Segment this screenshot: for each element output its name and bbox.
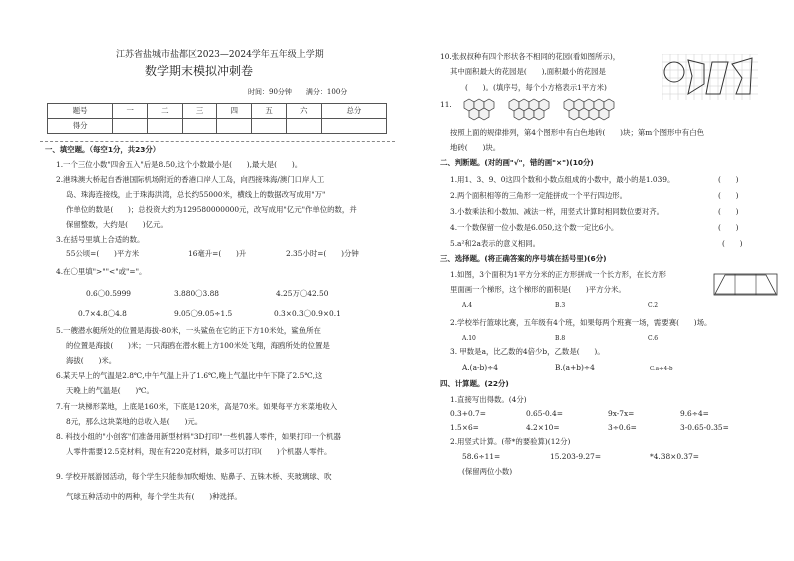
choice-1-option-c[interactable]: C.2 xyxy=(648,302,659,309)
question-4e: 9.05〇9.05÷1.5 xyxy=(174,309,233,318)
section-judge-heading: 二、判断题。(对的画"√"，错的画"×")(10分) xyxy=(440,158,594,167)
question-5-line2: 的位置是海拔( )米；一只海鸥在潜水艇上方100米处飞翔，海鸥所处的位置是 xyxy=(66,341,330,350)
choice-3-option-c[interactable]: C.a÷4-b xyxy=(650,366,673,372)
question-3: 3.在括号里填上合适的数。 xyxy=(56,235,145,244)
question-3a: 55公顷=( )平方米 xyxy=(66,249,140,258)
question-3b: 16毫升=( )升 xyxy=(188,249,247,258)
table-cell: 二 xyxy=(148,104,183,119)
score-table-score-row xyxy=(48,119,387,134)
calc-1-item: 3-0.65-0.35= xyxy=(680,423,729,432)
question-2-line1: 2.港珠澳大桥起自香港国际机场附近的香港口岸人工岛，向西接珠海/澳门口岸人工 xyxy=(56,175,325,184)
question-11-line1: 按照上面的规律排列，第4个图形中有白色地砖( )块；第m个图形中有白色 xyxy=(450,128,704,137)
calc-1-item: 0.65-0.4= xyxy=(526,409,563,418)
question-4: 4.在〇里填">""<"或"="。 xyxy=(56,267,147,276)
judge-4: 4.一个数保留一位小数是6.050,这个数一定比6小。 xyxy=(450,223,619,232)
score-table-header-row xyxy=(48,104,387,119)
question-10-line3: ( )。(填序号，每个小方格表示1平方米) xyxy=(465,83,607,92)
judge-5: 5.a²和2a表示的意义相同。 xyxy=(450,239,541,248)
judge-1-answer-paren[interactable]: ( ) xyxy=(718,175,739,184)
question-4a: 0.6〇0.5999 xyxy=(86,289,132,298)
calc-1-item: 1.5×6= xyxy=(450,423,479,432)
calc-1-item: 9x-7x= xyxy=(608,409,635,418)
choice-1-line2: 里面画一个梯形，这个梯形的面积是( )平方分米。 xyxy=(450,285,626,294)
score-entry-cell[interactable] xyxy=(321,119,386,134)
header-divider xyxy=(40,141,395,142)
choice-2-option-a[interactable]: A.10 xyxy=(462,335,476,342)
table-cell: 得分 xyxy=(48,119,113,134)
judge-5-answer-paren[interactable]: ( ) xyxy=(722,239,743,248)
choice-1-line1: 1.如图，3个面积为1平方分米的正方形拼成一个长方形，在长方形 xyxy=(450,270,667,279)
score-entry-cell[interactable] xyxy=(217,119,252,134)
table-cell: 总分 xyxy=(321,104,386,119)
question-9-line2: 气球五种活动中的两种，每个学生共有( )种选择。 xyxy=(66,492,242,501)
calc-2-title: 2.用竖式计算。(带*的要验算)(12分) xyxy=(450,437,571,446)
question-4b: 3.880〇3.88 xyxy=(174,289,220,298)
score-entry-cell[interactable] xyxy=(252,119,287,134)
question-5-line1: 5.一艘潜水艇所处的位置是海拔-80米，一头鲨鱼在它的正下方10米处，鲨鱼所在 xyxy=(56,326,321,335)
exam-region-title: 江苏省盐城市盐都区2023—2024学年五年级上学期 xyxy=(116,50,324,60)
question-4c: 4.25万〇42.50 xyxy=(276,289,329,298)
question-10-line1: 10.张叔叔种有四个形状各不相同的花园(看如图所示)， xyxy=(440,52,621,61)
rectangle-trapezoid-figure xyxy=(713,273,779,297)
question-2-line2: 岛、珠海连接线，止于珠海洪湾，总长约55000米，横线上的数据改写成用"万" xyxy=(66,190,326,199)
choice-2-option-b[interactable]: B.8 xyxy=(555,335,566,342)
question-6-line2: 天晚上的气温是( )℃。 xyxy=(66,386,154,395)
question-2-line4: 保留整数，大约是( )亿元。 xyxy=(66,220,168,229)
score-entry-cell[interactable] xyxy=(148,119,183,134)
table-cell: 五 xyxy=(252,104,287,119)
score-entry-cell[interactable] xyxy=(113,119,148,134)
table-cell: 题号 xyxy=(48,104,113,119)
question-7-line1: 7.有一块梯形菜地，上底是160米，下底是120米，高是70米。如果每平方米菜地收入 xyxy=(56,402,338,411)
score-table xyxy=(47,103,387,134)
question-9-line1: 9. 学校开展游园活动，每个学生只能参加吹蜡烛、贴鼻子、五铢木桥、夹玻璃球、吹 xyxy=(56,472,332,481)
question-10-line2: 其中面积最大的花园是( ),面积最小的花园是 xyxy=(450,67,606,76)
table-cell: 四 xyxy=(217,104,252,119)
calc-2-note: (保留两位小数) xyxy=(462,467,513,476)
choice-3: 3. 甲数是a，比乙数的4倍少b，乙数是( )。 xyxy=(450,347,605,356)
table-cell: 六 xyxy=(286,104,321,119)
garden-grid-figure xyxy=(662,54,758,100)
judge-1: 1.用1、3、9、0这四个数和小数点组成的小数中，最小的是1.039。 xyxy=(450,175,675,184)
choice-3-option-a[interactable]: A.(a-b)÷4 xyxy=(462,363,498,372)
score-entry-cell[interactable] xyxy=(286,119,321,134)
section-calc-heading: 四、计算题。(22分) xyxy=(440,379,509,388)
section-fill-in-heading: 一、填空题。（每空1分，共23分） xyxy=(45,145,161,154)
question-2-line3: 作单位的数是( )；总投资大约为129580000000元，改写成用"亿元"作单位的数，并 xyxy=(66,205,357,214)
judge-4-answer-paren[interactable]: ( ) xyxy=(718,223,739,232)
calc-2-item: 58.6÷11= xyxy=(462,452,501,461)
question-3c: 2.35小时=( )分钟 xyxy=(286,249,359,258)
calc-1-item: 9.6÷4= xyxy=(680,409,709,418)
judge-2-answer-paren[interactable]: ( ) xyxy=(718,191,739,200)
choice-2: 2.学校举行篮球比赛，五年级有4个班，如果每两个班赛一场，需要赛( )场。 xyxy=(450,318,712,327)
choice-1-option-a[interactable]: A.4 xyxy=(462,302,473,309)
judge-3-answer-paren[interactable]: ( ) xyxy=(718,207,739,216)
score-entry-cell[interactable] xyxy=(182,119,217,134)
question-8-line2: 人零件需要12.5克材料，现在有220克材料，最多可以打印( )个机器人零件。 xyxy=(66,447,332,456)
hexagon-tile-pattern xyxy=(460,96,620,122)
choice-3-option-b[interactable]: B.(a+b)÷4 xyxy=(555,363,595,372)
table-cell: 一 xyxy=(113,104,148,119)
table-cell: 三 xyxy=(182,104,217,119)
question-5-line3: 海拔( )米。 xyxy=(66,356,117,365)
calc-2-item: *4.38×0.37= xyxy=(650,452,699,461)
time-score-info: 时间：90分钟 满分：100分 xyxy=(248,88,348,96)
question-1: 1.一个三位小数"四舍五入"后是8.50,这个小数最小是( ),最大是( )。 xyxy=(56,160,303,169)
choice-2-option-c[interactable]: C.6 xyxy=(648,335,659,342)
calc-1-title: 1.直接写出得数。(4分) xyxy=(450,395,527,404)
question-11-line2: 地砖( )块。 xyxy=(450,143,501,152)
calc-2-item: 15.203-9.27= xyxy=(550,452,602,461)
question-7-line2: 8元，那么这块菜地的总收入是( )元。 xyxy=(66,417,203,426)
exam-title: 数学期末模拟冲刺卷 xyxy=(145,64,254,78)
section-choice-heading: 三、选择题。(将正确答案的序号填在括号里)(6分) xyxy=(440,254,607,263)
judge-2: 2.两个面积相等的三角形一定能拼成一个平行四边形。 xyxy=(450,191,628,200)
question-4d: 0.7×4.8〇4.8 xyxy=(78,309,127,318)
calc-1-item: 0.3+0.7= xyxy=(450,409,486,418)
calc-1-item: 3÷0.6= xyxy=(608,423,637,432)
question-6-line1: 6.某天早上的气温是2.8℃,中午气温上升了1.6℃,晚上气温比中午下降了2.5℃,这 xyxy=(56,371,323,380)
choice-1-option-b[interactable]: B.3 xyxy=(555,302,566,309)
question-11-number: 11. xyxy=(440,100,452,109)
calc-1-item: 4.2×10= xyxy=(526,423,560,432)
judge-3: 3.小数乘法和小数加、减法一样，用竖式计算时相同数位要对齐。 xyxy=(450,207,664,216)
question-4f: 0.3×0.3〇0.9×0.1 xyxy=(274,309,341,318)
question-8-line1: 8. 科技小组的"小创客"们准备用新型材料"3D打印"一些机器人零件，如果打印一个机器 xyxy=(56,432,341,441)
